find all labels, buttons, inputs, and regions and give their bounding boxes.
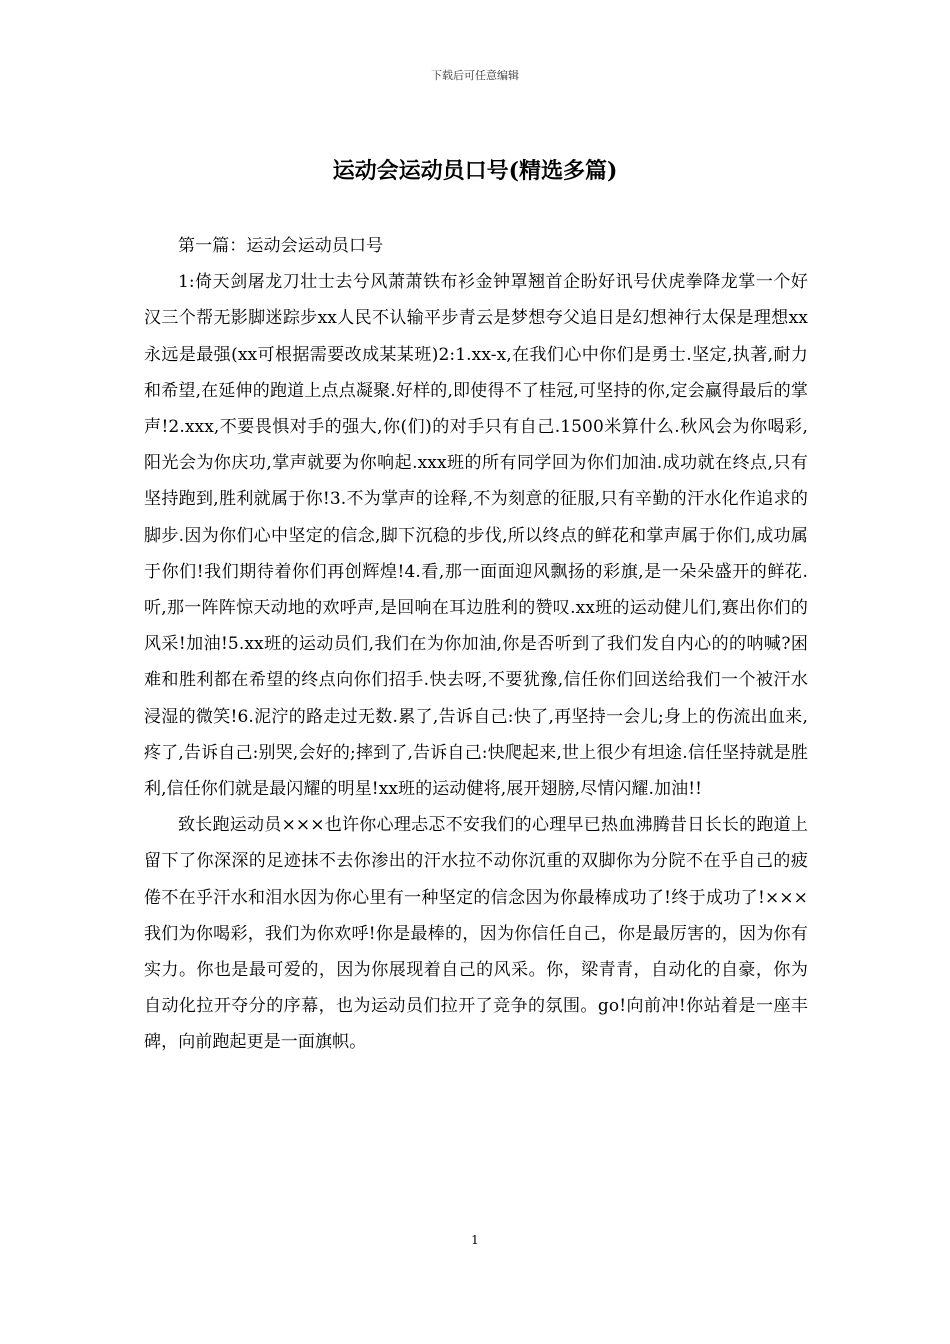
body-paragraph: 致长跑运动员×××也许你心理忐忑不安我们的心理早已热血沸腾昔日长长的跑道上留下了你深深的足迹抹不去你渗出的汗水拉不动你沉重的双脚你为分院不在乎自己的疲倦不在乎汗水和泪水因为你心里有一种坚定的信念因为你最棒成功了!终于成功了!×××我们为你喝彩，我们为你欢呼!你是最棒的，因为你信任自己，你是最厉害的，因为你有实力。你也是最可爱的，因为你展现着自己的风采。你，梁青青，自动化的自豪，你为自动化拉开夺分的序幕，也为运动员们拉开了竞争的氛围。go!向前冲!你站着是一座丰碑，向前跑起更是一面旗帜。 <box>144 815 808 1053</box>
header-note: 下载后可任意编辑 <box>431 69 519 82</box>
document-body <box>144 228 808 1061</box>
document-title: 运动会运动员口号(精选多篇) <box>332 158 618 184</box>
section-heading: 第一篇：运动会运动员口号 <box>178 236 384 256</box>
page-number: 1 <box>471 1233 479 1247</box>
body-paragraph: 1:倚天剑屠龙刀壮士去兮风萧萧铁布衫金钟罩翘首企盼好讯号伏虎拳降龙掌一个好汉三个帮无影脚迷踪步xx人民不认输平步青云是梦想夸父追日是幻想神行太保是理想xx永远是最强(xx可根据需要改成某某班)2:1.xx-x,在我们心中你们是勇士.坚定,执著,耐力和希望,在延伸的跑道上点点凝聚.好样的,即使得不了桂冠,可坚持的你,定会赢得最后的掌声!2.xxx,不要畏惧对手的强大,你(们)的对手只有自己.1500米算什么.秋风会为你喝彩,阳光会为你庆功,掌声就要为你响起.xxx班的所有同学回为你们加油.成功就在终点,只有坚持跑到,胜利就属于你!3.不为掌声的诠释,不为刻意的征服,只有辛勤的汗水化作追求的脚步.因为你们心中坚定的信念,脚下沉稳的步伐,所以终点的鲜花和掌声属于你们,成功属于你们!我们期待着你们再创辉煌!4.看,那一面面迎风飘扬的彩旗,是一朵朵盛开的鲜花.听,那一阵阵惊天动地的欢呼声,是回响在耳边胜利的赞叹.xx班的运动健儿们,赛出你们的风采!加油!5.xx班的运动员们,我们在为你加油,你是否听到了我们发自内心的的呐喊?困难和胜利都在希望的终点向你们招手.快去呀,不要犹豫,信任你们回送给我们一个被汗水浸湿的微笑!6.泥泞的路走过无数.累了,告诉自己:快了,再坚持一会儿;身上的伤流出血来,疼了,告诉自己:别哭,会好的;摔到了,告诉自己:快爬起来,世上很少有坦途.信任坚持就是胜利,信任你们就是最闪耀的明星!xx班的运动健将,展开翅膀,尽情闪耀.加油!! <box>144 272 808 800</box>
